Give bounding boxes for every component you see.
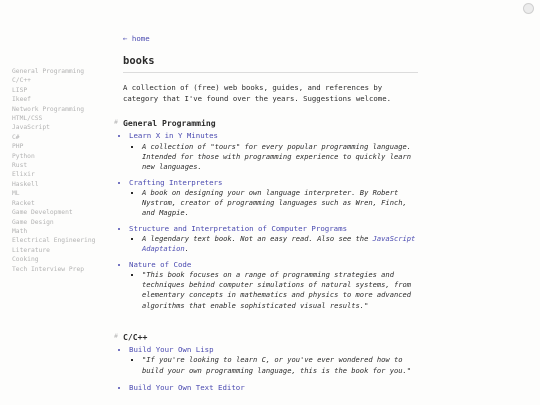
sidebar-item[interactable]: Tech Interview Prep	[12, 265, 85, 273]
sidebar-item[interactable]: Literature	[12, 246, 50, 254]
home-link[interactable]: ← home	[123, 34, 150, 43]
book-description-text: A legendary text book. Not an easy read. Also see the	[142, 234, 373, 244]
sidebar-item[interactable]: PHP	[12, 143, 24, 151]
book-description-list	[129, 234, 418, 254]
sidebar-item[interactable]: Elixir	[12, 171, 35, 179]
book-link[interactable]: Build Your Own Lisp	[129, 344, 214, 354]
sidebar-item[interactable]: HTML/CSS	[12, 115, 43, 123]
book-description-list	[129, 188, 418, 219]
book-link[interactable]: Build Your Own Text Editor	[129, 382, 245, 392]
category-section	[114, 118, 418, 310]
sidebar-item[interactable]: C/C++	[12, 77, 31, 85]
sidebar-item[interactable]: Game Design	[12, 218, 54, 226]
sidebar-item[interactable]: LISP	[12, 86, 28, 94]
section-heading-text: General Programming	[123, 118, 216, 129]
book-list-item	[129, 345, 418, 376]
book-list	[123, 345, 418, 393]
sidebar-item[interactable]: Electrical Engineering	[12, 237, 96, 245]
section-heading	[114, 331, 418, 342]
book-list-item	[129, 178, 418, 219]
book-description	[142, 270, 418, 311]
sections	[114, 118, 418, 393]
book-description-text: A collection of "tours" for every popular programming language. Intended for those with programming experience to quickly learn new languages.	[142, 141, 412, 172]
sidebar-item[interactable]: JavaScript	[12, 124, 50, 132]
sidebar-item[interactable]: Python	[12, 152, 35, 160]
book-list-item	[129, 383, 418, 394]
sidebar-item[interactable]: C#	[12, 133, 20, 141]
book-description-list	[129, 355, 418, 375]
book-description	[142, 234, 418, 254]
sidebar-item[interactable]: General Programming	[12, 68, 85, 75]
theme-toggle-button[interactable]	[523, 3, 534, 14]
sidebar-item[interactable]: Game Development	[12, 209, 73, 217]
book-description-text: A book on designing your own language interpreter. By Robert Nystrom, creator of programming languages such as Wren, Finch, and Magpie.	[142, 188, 407, 218]
sidebar-item[interactable]: Ikeef	[12, 96, 31, 104]
book-description-text: "This book focuses on a range of programming strategies and techniques behind computer simulations of natural systems, from elementary concepts in mathematics and physics to more advanced algorithms that enable sophisticated visual results."	[142, 270, 412, 310]
book-description	[142, 188, 418, 219]
intro-text: A collection of (free) web books, guides, and references by category that I've found over the years. Suggestions welcome.	[123, 83, 391, 104]
main-content	[114, 34, 418, 393]
book-list-item	[129, 224, 418, 255]
book-link[interactable]: Learn X in Y Minutes	[129, 131, 218, 141]
section-heading-text: C/C++	[123, 331, 148, 342]
book-description-text: "If you're looking to learn C, or you've ever wondered how to build your own programming language, this is the book for you."	[142, 355, 412, 375]
book-description	[142, 355, 418, 375]
book-link[interactable]: Nature of Code	[129, 259, 192, 269]
sidebar-item[interactable]: Haskell	[12, 180, 39, 188]
description-end: .	[184, 244, 189, 254]
title-divider	[123, 72, 418, 73]
sidebar-item[interactable]: Network Programming	[12, 105, 85, 113]
book-description-list	[129, 142, 418, 173]
anchor-icon[interactable]: #	[114, 118, 118, 127]
anchor-icon[interactable]: #	[114, 331, 118, 340]
page-title: books	[123, 55, 155, 67]
description-link[interactable]: JavaScript Adaptation	[142, 234, 416, 254]
book-link[interactable]: Structure and Interpretation of Computer Programs	[129, 223, 348, 233]
sidebar-item[interactable]: Rust	[12, 162, 28, 170]
sidebar-nav	[12, 67, 112, 274]
sidebar-item[interactable]: Cooking	[12, 256, 39, 264]
sidebar-item[interactable]: ML	[12, 190, 20, 198]
book-description	[142, 142, 418, 173]
sidebar-item[interactable]: Racket	[12, 199, 35, 207]
book-description-list	[129, 270, 418, 311]
sidebar-item[interactable]: Math	[12, 227, 28, 235]
section-heading	[114, 118, 418, 129]
book-list-item	[129, 260, 418, 311]
book-list-item	[129, 131, 418, 172]
category-section	[114, 331, 418, 393]
book-list	[123, 131, 418, 310]
book-link[interactable]: Crafting Interpreters	[129, 177, 223, 187]
